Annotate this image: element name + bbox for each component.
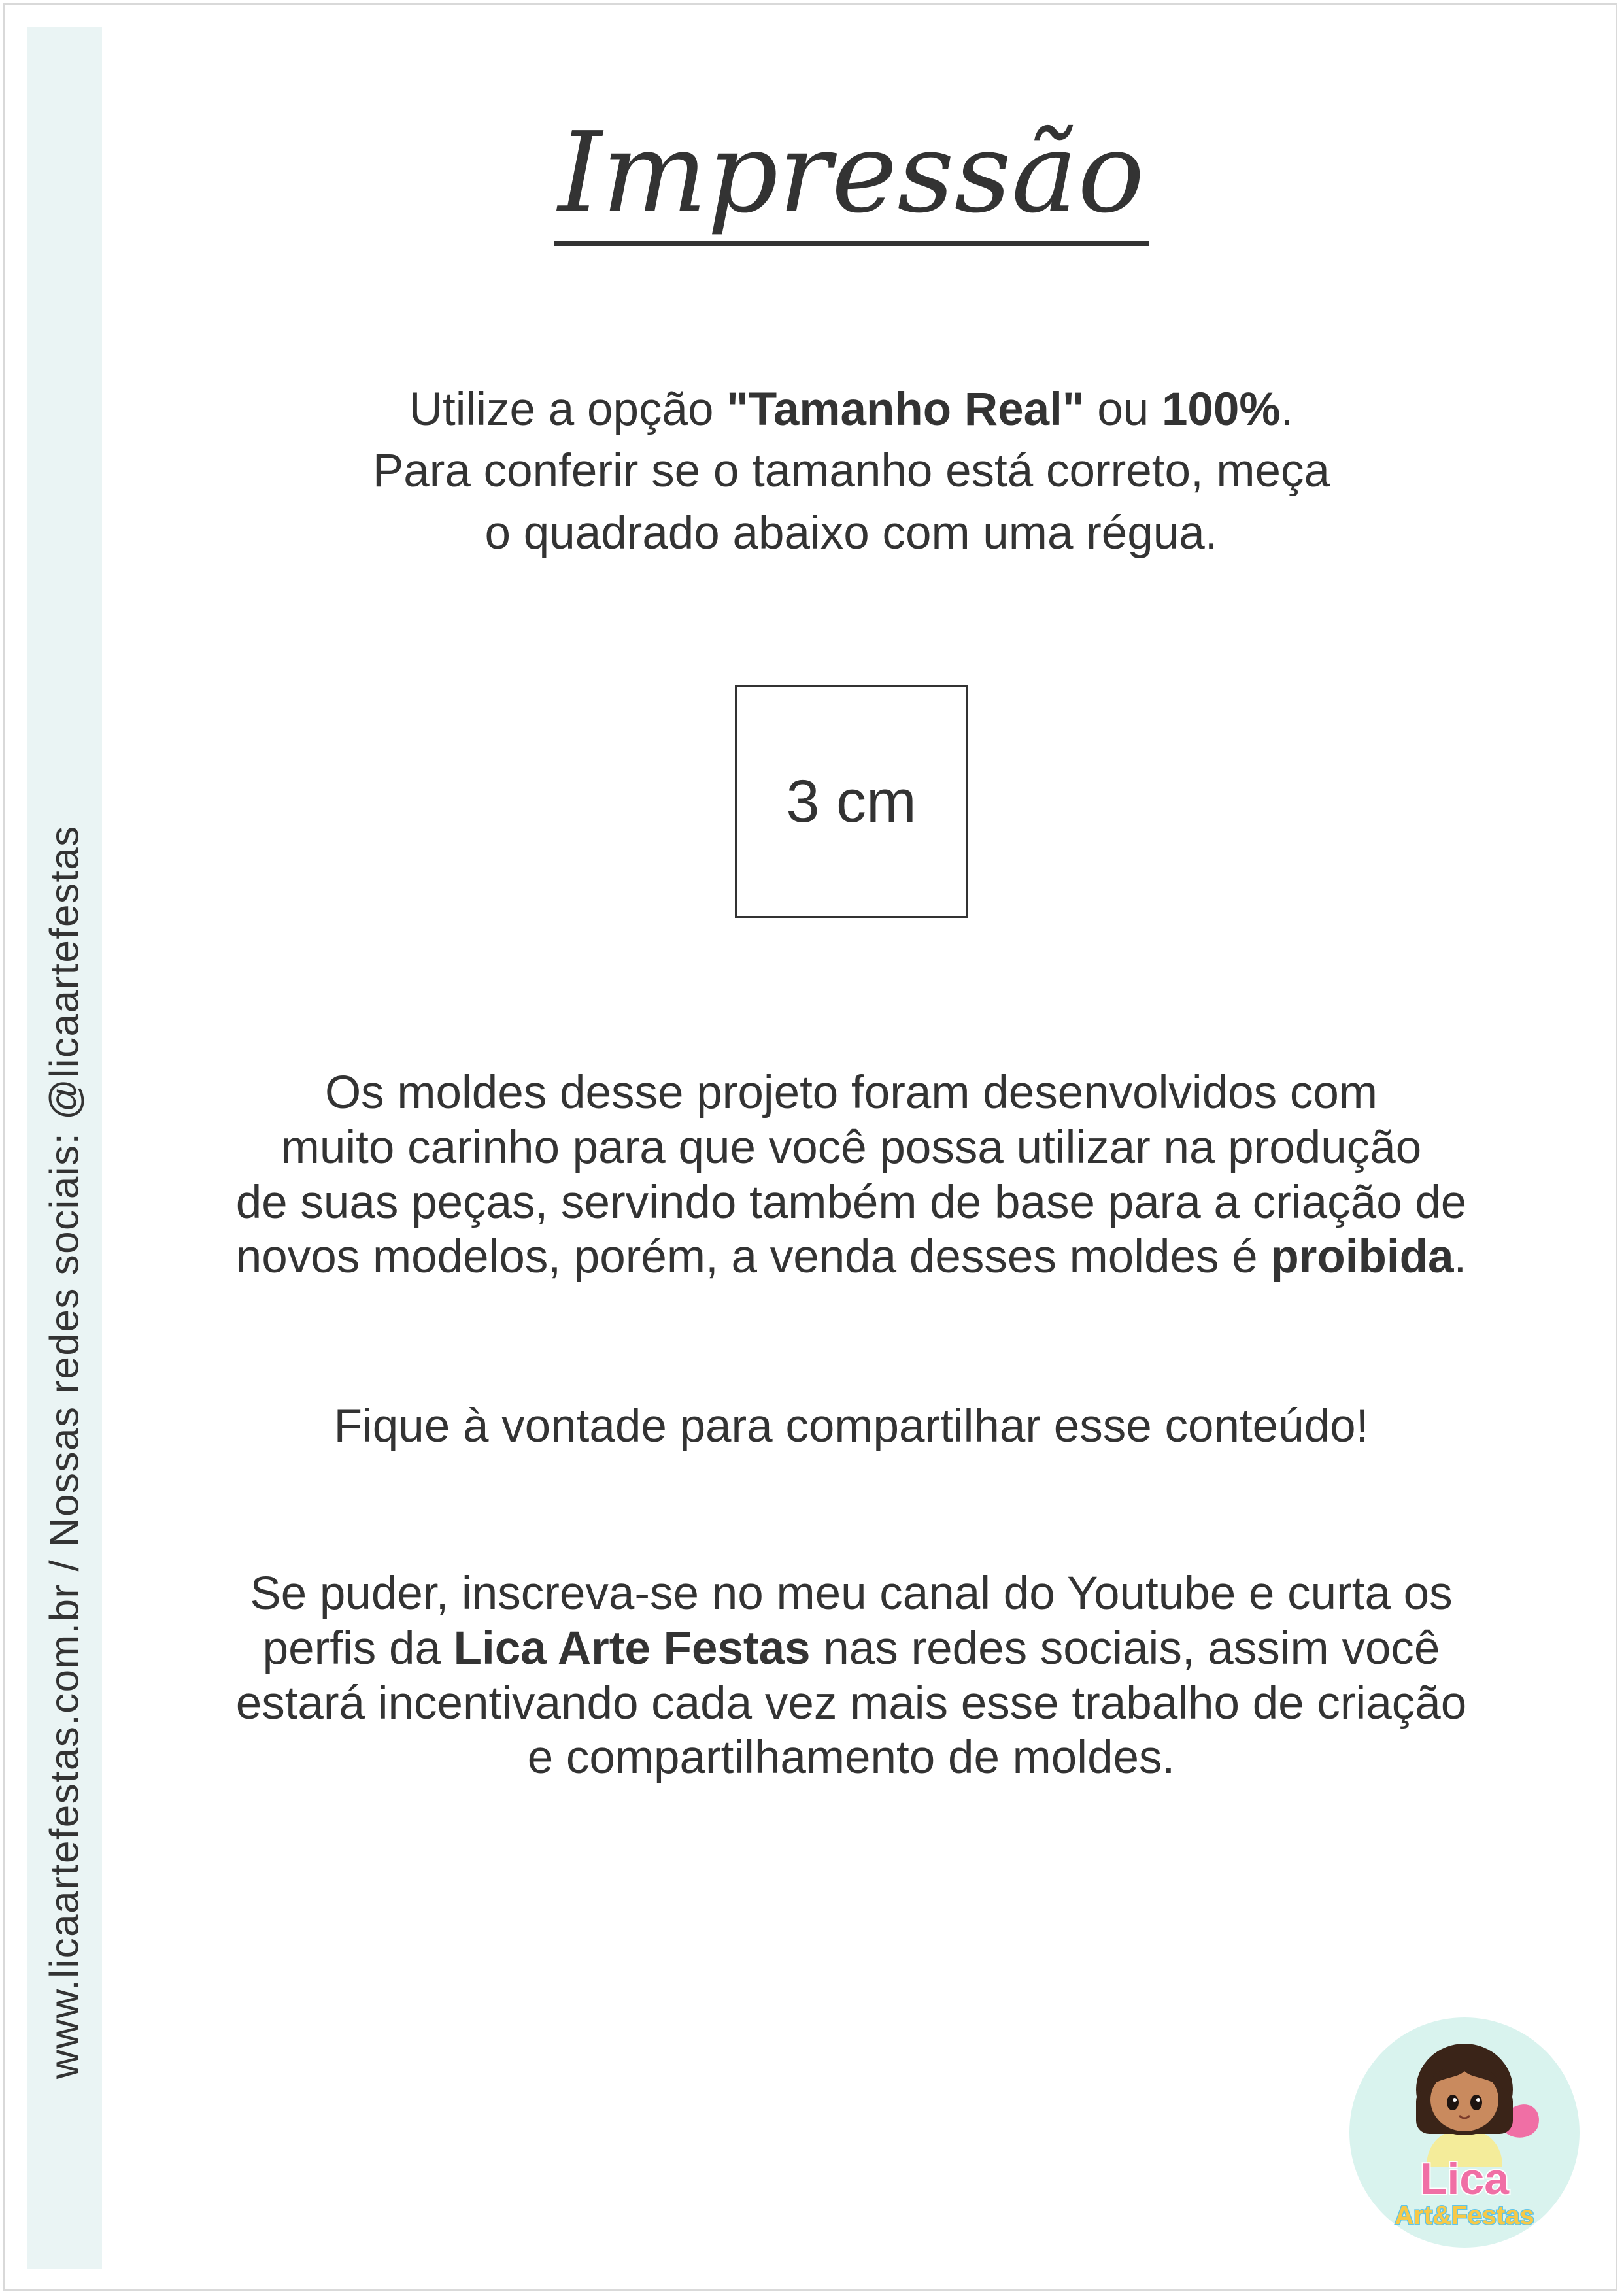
print-instructions-line-2: Para conferir se o tamanho está correto, meça xyxy=(372,445,1330,498)
share-notice: Fique à vontade para compartilhar esse conteúdo! xyxy=(333,1400,1369,1452)
subscribe-notice-line-2: perfis da Lica Arte Festas nas redes sociais, assim você xyxy=(262,1622,1440,1674)
sidebar-website-text: www.licaartefestas.com.br / Nossas redes sociais: @licaartefestas xyxy=(42,825,88,2079)
brand-name: Lica Arte Festas xyxy=(453,1622,811,1674)
subscribe-notice-line-4: e compartilhamento de moldes. xyxy=(527,1732,1176,1784)
logo-left-eye-shine xyxy=(1453,2098,1457,2102)
logo-text-art-festas: Art&Festas xyxy=(1395,2201,1534,2230)
print-instructions-line-3: o quadrado abaixo com uma régua. xyxy=(484,507,1218,559)
page-title-text: Impressão xyxy=(554,118,1148,246)
logo-text-lica: Lica xyxy=(1419,2154,1510,2204)
subscribe-notice-line-3: estará incentivando cada vez mais esse trabalho de criação xyxy=(235,1677,1467,1729)
molds-notice-line-2: muito carinho para que você possa utilizar na produção xyxy=(280,1121,1422,1173)
hundred-percent-option: 100% xyxy=(1161,384,1281,435)
molds-notice-line-4: novos modelos, porém, a venda desses moldes é proibida. xyxy=(235,1231,1467,1283)
print-instructions xyxy=(0,379,1624,564)
prohibited-word: proibida xyxy=(1270,1231,1454,1283)
logo-right-eye xyxy=(1470,2095,1482,2110)
subscribe-notice xyxy=(0,1566,1624,1785)
print-instructions-line-1: Utilize a opção "Tamanho Real" ou 100%. xyxy=(409,384,1294,435)
lica-logo xyxy=(1348,2016,1581,2249)
subscribe-notice-line-1: Se puder, inscreva-se no meu canal do Youtube e curta os xyxy=(250,1568,1453,1619)
logo-right-eye-shine xyxy=(1476,2098,1480,2102)
molds-notice xyxy=(0,1066,1624,1285)
calibration-square-label: 3 cm xyxy=(786,768,917,835)
molds-notice-line-1: Os moldes desse projeto foram desenvolvidos com xyxy=(324,1067,1378,1119)
calibration-square xyxy=(735,685,968,918)
real-size-option: "Tamanho Real" xyxy=(726,384,1085,435)
logo-left-eye xyxy=(1447,2095,1459,2110)
molds-notice-line-3: de suas peças, servindo também de base para a criação de xyxy=(235,1176,1467,1228)
page-title xyxy=(0,109,1624,246)
